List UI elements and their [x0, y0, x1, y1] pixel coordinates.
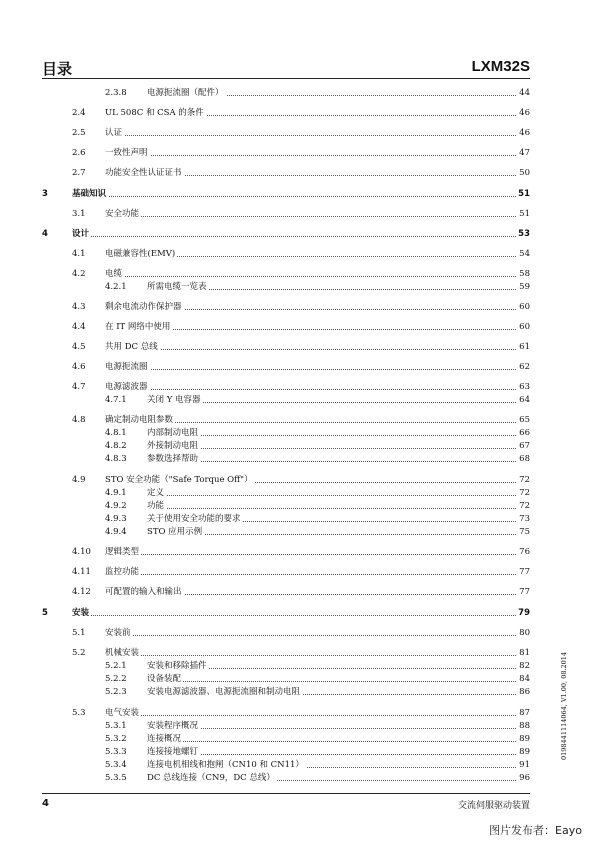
toc-entry-title: 电磁兼容性(EMV) [105, 249, 176, 259]
toc-entry-title: 功能 [147, 501, 165, 511]
toc-leader-dots [105, 216, 530, 217]
toc-entry-title: UL 508C 和 CSA 的条件 [105, 108, 204, 118]
toc-entry-title: 关闭 Y 电容器 [147, 395, 201, 405]
toc-entry-page: 60 [519, 302, 530, 312]
toc-entry-title: 电缆 [105, 269, 123, 279]
toc-entry-title: 基础知识 [72, 189, 107, 199]
toc-entry-page: 79 [518, 608, 530, 618]
toc-entry-number: 4.9.2 [105, 501, 127, 511]
toc-entry-page: 65 [519, 415, 530, 425]
toc-entry-page: 88 [519, 721, 530, 731]
toc-entry-number: 2.6 [72, 148, 86, 158]
toc-leader-dots [105, 554, 530, 555]
toc-entry-title: STO 应用示例 [147, 527, 203, 537]
toc-entry-title: 安装前 [105, 628, 131, 638]
toc-entry-page: 60 [519, 322, 530, 332]
toc-leader-dots [105, 369, 530, 370]
toc-entry-number: 4.4 [72, 322, 86, 332]
toc-leader-dots [147, 495, 530, 496]
toc-entry[interactable] [0, 381, 600, 393]
toc-entry-page: 77 [519, 587, 530, 597]
toc-entry-number: 4.8 [72, 415, 86, 425]
product-name: LXM32S [471, 58, 530, 75]
toc-entry-page: 51 [519, 209, 530, 219]
toc-entry-page: 89 [519, 734, 530, 744]
toc-entry-page: 64 [519, 395, 530, 405]
toc-entry[interactable] [0, 474, 600, 486]
toc-leader-dots [105, 574, 530, 575]
toc-leader-dots [105, 715, 530, 716]
toc-leader-dots [147, 534, 530, 535]
toc-entry-number: 4.9.4 [105, 527, 127, 537]
toc-entry-title: 外接制动电阻 [147, 441, 199, 451]
toc-entry[interactable] [0, 566, 600, 578]
toc-entry-number: 3 [42, 189, 48, 199]
toc-entry-title: 安装和移除插件 [147, 661, 207, 671]
toc-entry-title: 安全功能 [105, 209, 140, 219]
toc-entry-title: 安装电源滤波器、电源扼流圈和制动电阻 [147, 687, 301, 697]
toc-entry[interactable] [0, 281, 600, 293]
section-title: 目录 [42, 60, 73, 78]
toc-entry-page: 59 [519, 282, 530, 292]
toc-entry-number: 2.3.8 [105, 88, 127, 98]
toc-entry[interactable] [0, 414, 600, 426]
header-rule [42, 78, 530, 79]
toc-entry[interactable] [0, 440, 600, 452]
toc-entry-page: 89 [519, 747, 530, 757]
toc-entry-title: 参数选择帮助 [147, 454, 199, 464]
toc-leader-dots [105, 389, 530, 390]
toc-entry-title: 认证 [105, 128, 123, 138]
toc-leader-dots [72, 236, 530, 237]
toc-entry-number: 4.12 [72, 587, 91, 597]
toc-entry-number: 5.3.5 [105, 773, 127, 783]
toc-entry-number: 4.2.1 [105, 282, 127, 292]
toc-entry[interactable] [0, 87, 600, 99]
toc-entry-number: 4.8.3 [105, 454, 127, 464]
toc-entry-number: 4.7.1 [105, 395, 127, 405]
toc-entry-number: 5 [42, 608, 48, 618]
toc-leader-dots [147, 402, 530, 403]
toc-entry[interactable] [0, 500, 600, 512]
toc-entry-page: 86 [519, 687, 530, 697]
toc-leader-dots [105, 349, 530, 350]
toc-entry-page: 82 [519, 661, 530, 671]
toc-entry-title: 定义 [147, 488, 165, 498]
toc-entry-title: 剩余电流动作保护器 [105, 302, 182, 312]
toc-entry-number: 5.3 [72, 708, 86, 718]
toc-entry[interactable] [0, 546, 600, 558]
toc-leader-dots [72, 196, 530, 197]
toc-entry[interactable] [0, 341, 600, 353]
toc-entry-number: 4.9.3 [105, 514, 127, 524]
toc-leader-dots [147, 681, 530, 682]
toc-entry-page: 72 [519, 475, 530, 485]
toc-entry[interactable] [0, 733, 600, 745]
toc-entry[interactable] [0, 268, 600, 280]
toc-entry-page: 46 [519, 108, 530, 118]
toc-entry-number: 5.2.2 [105, 674, 127, 684]
toc-entry-title: 电源扼流圈（配件） [147, 88, 224, 98]
toc-entry-number: 4.9 [72, 475, 86, 485]
toc-entry-page: 75 [519, 527, 530, 537]
toc-entry-number: 5.3.2 [105, 734, 127, 744]
toc-entry-page: 68 [519, 454, 530, 464]
toc-entry[interactable] [0, 586, 600, 598]
toc-entry-page: 46 [519, 128, 530, 138]
toc-entry-page: 73 [519, 514, 530, 524]
toc-entry-number: 5.2.3 [105, 687, 127, 697]
toc-entry-number: 4.6 [72, 362, 86, 372]
toc-entry-page: 67 [519, 441, 530, 451]
toc-entry-number: 4.10 [72, 547, 91, 557]
toc-entry-number: 2.7 [72, 168, 86, 178]
toc-leader-dots [147, 728, 530, 729]
toc-entry-title: 电源扼流圈 [105, 362, 148, 372]
toc-entry-number: 4.1 [72, 249, 86, 259]
toc-leader-dots [147, 508, 530, 509]
toc-leader-dots [105, 135, 530, 136]
toc-entry-number: 5.2.1 [105, 661, 127, 671]
toc-entry[interactable] [0, 248, 600, 260]
toc-entry-title: 可配置的输入和输出 [105, 587, 182, 597]
toc-leader-dots [147, 448, 530, 449]
toc-entry-page: 87 [519, 708, 530, 718]
toc-entry-number: 4.3 [72, 302, 86, 312]
toc-entry-title: 连接电机相线和抱闸（CN10 和 CN11） [147, 760, 304, 770]
toc-entry-page: 50 [519, 168, 530, 178]
toc-entry-page: 63 [519, 382, 530, 392]
toc-entry[interactable] [0, 707, 600, 719]
toc-entry-title: 安装 [72, 608, 90, 618]
toc-entry[interactable] [0, 301, 600, 313]
toc-entry-title: STO 安全功能（"Safe Torque Off"） [105, 475, 253, 485]
toc-entry-title: 电气安装 [105, 708, 140, 718]
toc-entry-title: 电源滤波器 [105, 382, 148, 392]
toc-entry-page: 77 [519, 567, 530, 577]
toc-entry[interactable] [0, 720, 600, 732]
toc-entry[interactable] [0, 487, 600, 499]
toc-entry[interactable] [0, 772, 600, 784]
toc-entry-title: DC 总线连接（CN9，DC 总线） [147, 773, 275, 783]
toc-leader-dots [147, 741, 530, 742]
document-code: 0198441114064, V1.00, 08.2014 [560, 651, 568, 760]
toc-entry-title: 监控功能 [105, 567, 140, 577]
toc-entry-title: 确定制动电阻参数 [105, 415, 174, 425]
toc-leader-dots [147, 461, 530, 462]
toc-entry-page: 53 [518, 229, 530, 239]
toc-entry[interactable] [0, 673, 600, 685]
toc-entry-title: 功能安全性认证证书 [105, 168, 182, 178]
toc-entry-number: 4.11 [72, 567, 91, 577]
toc-entry-title: 共用 DC 总线 [105, 342, 158, 352]
toc-entry-page: 58 [519, 269, 530, 279]
toc-entry[interactable] [0, 526, 600, 538]
toc-entry-title: 设计 [72, 229, 90, 239]
toc-entry[interactable] [0, 321, 600, 333]
toc-entry-title: 连接接地螺钉 [147, 747, 199, 757]
toc-entry[interactable] [0, 453, 600, 465]
toc-entry[interactable] [0, 427, 600, 439]
page-number: 4 [42, 798, 49, 809]
toc-entry-number: 2.5 [72, 128, 86, 138]
toc-entry[interactable] [0, 228, 600, 240]
toc-entry-number: 4.8.1 [105, 428, 127, 438]
toc-leader-dots [147, 435, 530, 436]
toc-entry[interactable] [0, 167, 600, 179]
toc-entry-number: 2.4 [72, 108, 86, 118]
toc-entry[interactable] [0, 394, 600, 406]
toc-entry-page: 54 [519, 249, 530, 259]
toc-entry-page: 66 [519, 428, 530, 438]
toc-leader-dots [105, 155, 530, 156]
toc-leader-dots [72, 615, 530, 616]
toc-entry-title: 内部制动电阻 [147, 428, 199, 438]
toc-entry-page: 61 [519, 342, 530, 352]
toc-entry[interactable] [0, 759, 600, 771]
toc-leader-dots [105, 276, 530, 277]
toc-entry[interactable] [0, 660, 600, 672]
toc-entry-number: 5.1 [72, 628, 86, 638]
toc-entry-page: 44 [519, 88, 530, 98]
toc-entry[interactable] [0, 627, 600, 639]
toc-entry-title: 在 IT 网络中使用 [105, 322, 171, 332]
toc-entry-number: 5.3.3 [105, 747, 127, 757]
toc-entry-page: 72 [519, 501, 530, 511]
toc-leader-dots [147, 754, 530, 755]
toc-entry[interactable] [0, 746, 600, 758]
toc-entry-title: 所需电缆一览表 [147, 282, 207, 292]
toc-entry-number: 4.9.1 [105, 488, 127, 498]
toc-entry-number: 4.5 [72, 342, 86, 352]
toc-entry-page: 72 [519, 488, 530, 498]
toc-leader-dots [105, 655, 530, 656]
toc-entry-number: 4.8.2 [105, 441, 127, 451]
toc-entry-page: 80 [519, 628, 530, 638]
toc-entry-page: 51 [518, 189, 530, 199]
toc-entry-page: 81 [519, 648, 530, 658]
toc-entry-number: 4 [42, 229, 48, 239]
toc-entry[interactable] [0, 147, 600, 159]
toc-entry-page: 62 [519, 362, 530, 372]
footer-rule [42, 793, 530, 794]
toc-entry-number: 5.3.1 [105, 721, 127, 731]
toc-entry-number: 5.2 [72, 648, 86, 658]
toc-entry[interactable] [0, 188, 600, 200]
toc-entry[interactable] [0, 107, 600, 119]
toc-entry-number: 4.7 [72, 382, 86, 392]
toc-entry-title: 关于使用安全功能的要求 [147, 514, 241, 524]
footer-title: 交流伺服驱动装置 [457, 801, 530, 811]
toc-entry-number: 4.2 [72, 269, 86, 279]
watermark: 图片发布者：Eayo [489, 824, 582, 837]
toc-entry-number: 3.1 [72, 209, 86, 219]
toc-leader-dots [105, 635, 530, 636]
toc-entry-page: 47 [519, 148, 530, 158]
toc-entry-page: 96 [519, 773, 530, 783]
toc-entry[interactable] [0, 607, 600, 619]
toc-entry-page: 91 [519, 760, 530, 770]
toc-entry-page: 84 [519, 674, 530, 684]
toc-entry-page: 76 [519, 547, 530, 557]
toc-entry[interactable] [0, 208, 600, 220]
toc-entry-number: 5.3.4 [105, 760, 127, 770]
toc-entry-title: 机械安装 [105, 648, 140, 658]
toc-entry[interactable] [0, 361, 600, 373]
toc-entry-title: 连接概况 [147, 734, 182, 744]
toc-entry-title: 逻辑类型 [105, 547, 140, 557]
toc-entry[interactable] [0, 647, 600, 659]
toc-entry-title: 设备装配 [147, 674, 182, 684]
toc-entry[interactable] [0, 513, 600, 525]
toc-entry[interactable] [0, 686, 600, 698]
toc-entry-title: 安装程序概况 [147, 721, 199, 731]
toc-entry[interactable] [0, 127, 600, 139]
toc-entry-title: 一致性声明 [105, 148, 148, 158]
